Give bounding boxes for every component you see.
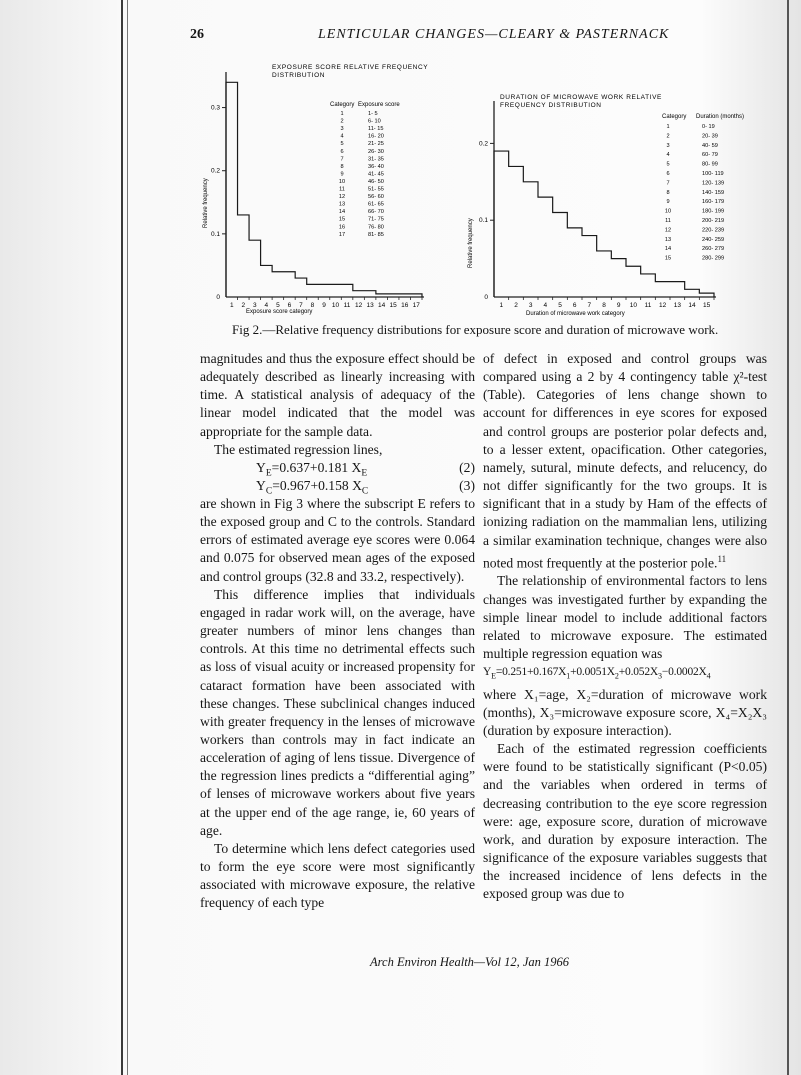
left-legend-range: 51- 55: [368, 186, 384, 193]
left-bar: [318, 284, 330, 297]
left-ytick-label: 0.1: [210, 230, 220, 238]
figure-2: [196, 58, 786, 322]
right-legend-range: 280- 299: [702, 255, 725, 262]
right-legend-category: 3: [666, 142, 670, 149]
equation-2-expression: $Y_E=0.637+0.181$ $X_E$: [256, 459, 368, 479]
right-chart-xlabel: Duration of microwave work category: [526, 311, 625, 317]
left-paragraph-2-rest: are shown in Fig 3 where the subscript E refers to the exposed group and C to the controls. Standard errors of estimated average eye scores were 0.064 and 0.075 for observed mean ages of the exposed and control groups (32.8 and 33.2, respectively).: [200, 495, 475, 584]
right-legend-category: 6: [666, 171, 670, 177]
left-legend-range: 36- 40: [368, 163, 384, 170]
left-bar: [364, 291, 376, 297]
right-bar: [597, 251, 612, 297]
duration-chart: [468, 94, 744, 317]
left-bar: [272, 272, 284, 297]
left-xtick-label: 9: [322, 302, 326, 309]
right-legend-range: 200- 219: [702, 218, 725, 224]
left-legend-category: 12: [338, 194, 346, 201]
right-paragraph-2-intro: The relationship of environmental factors to lens changes was investigated further by expanding the simple linear model to include additional factors related to microwave exposure. The estimated multiple regression equation was: [483, 573, 767, 662]
left-legend-range: 11- 15: [368, 126, 384, 133]
right-xtick-label: 5: [558, 302, 562, 309]
right-xtick-label: 4: [543, 302, 548, 309]
right-legend-range: 220- 239: [702, 227, 725, 234]
left-xtick-label: 17: [412, 302, 420, 309]
right-xtick-label: 6: [572, 302, 577, 309]
right-bar: [641, 274, 656, 297]
left-legend-category: 10: [338, 178, 346, 185]
left-legend-category: 13: [338, 201, 346, 208]
left-legend-category: 2: [340, 118, 344, 125]
left-xtick-label: 7: [299, 302, 303, 309]
right-legend-range: 160- 179: [702, 199, 725, 206]
left-bar: [284, 272, 296, 297]
left-xtick-label: 3: [253, 302, 257, 309]
left-legend-range: 46- 50: [368, 178, 384, 185]
right-xtick-label: 13: [673, 302, 681, 309]
left-legend-category: 5: [340, 141, 344, 148]
left-legend-range: 6- 10: [368, 118, 381, 125]
right-xtick-label: 7: [587, 302, 592, 309]
equation-3-expression: $Y_C=0.967+0.158$ $X_C$: [256, 477, 369, 497]
right-legend-category: 4: [666, 152, 670, 159]
reference-superscript: 11: [717, 553, 727, 564]
exposure-score-chart: [203, 64, 428, 315]
right-legend-range: 140- 159: [702, 189, 725, 196]
right-bar: [567, 228, 582, 297]
left-legend-range: 41- 45: [368, 171, 384, 178]
left-legend-range: 1- 5: [368, 111, 378, 117]
right-legend-range: 60- 79: [702, 152, 718, 159]
left-chart-bars: [226, 82, 422, 297]
left-legend-range: 81- 85: [368, 231, 384, 238]
right-ytick-label: 0: [484, 294, 488, 301]
left-xtick-label: 6: [287, 302, 292, 309]
right-text-column: [483, 350, 767, 904]
left-chart-legend: [339, 111, 384, 238]
right-xtick-label: 15: [703, 302, 711, 309]
right-xtick-label: 9: [616, 302, 621, 309]
left-legend-range: 66- 70: [368, 209, 384, 216]
right-legend-category: 8: [666, 189, 670, 196]
right-legend-category: 2: [666, 133, 670, 140]
figure-caption: Fig 2.—Relative frequency distributions for exposure score and duration of microwave work.: [232, 322, 719, 337]
right-ytick-label: 0.2: [478, 140, 488, 148]
right-bar: [626, 266, 641, 297]
right-paragraph-3: Each of the estimated regression coefficients were found to be statistically significant (P<0.05) and the variables when ordered in terms of decreasing contribution to the eye score regression were: age, exposure score, duration of microwave work, and duration by exposure interaction. The significance of the exposure variables suggests that the increased incidence of lens defects in the exposed group was due to: [483, 741, 767, 902]
equation-3-number: (3): [459, 477, 475, 493]
left-paragraph-1: magnitudes and thus the exposure effect should be adequately described as linearly increasing with time. A statistical analysis of adequacy of the linear model indicated that the model was appropriate for the sample data.: [200, 351, 475, 439]
left-xtick-label: 16: [401, 302, 409, 309]
left-legend-range: 16- 20: [368, 133, 384, 140]
left-chart-title-line2: DISTRIBUTION: [272, 72, 326, 79]
right-legend-category: 13: [664, 236, 672, 243]
left-legend-range: 31- 35: [368, 156, 384, 163]
right-legend-category: 9: [666, 199, 670, 206]
left-border-rule: [121, 0, 123, 1075]
right-legend-category: 7: [666, 180, 670, 187]
right-legend-category: 11: [665, 218, 671, 224]
right-bar: [582, 236, 597, 297]
left-legend-category: 17: [338, 231, 346, 238]
right-legend-range: 180- 199: [702, 208, 725, 215]
left-legend-range: 26- 30: [368, 148, 384, 155]
left-xtick-label: 1: [229, 302, 234, 309]
left-border-rule-inner: [127, 0, 128, 1075]
left-legend-range: 21- 25: [368, 141, 384, 148]
left-chart-xlabel: Exposure score category: [246, 309, 313, 315]
right-bar: [670, 282, 685, 297]
right-legend-range: 0- 19: [702, 124, 715, 130]
right-xtick-label: 11: [644, 302, 652, 309]
left-legend-category: 16: [338, 224, 346, 231]
left-legend-range: 71- 75: [368, 216, 384, 223]
right-xtick-label: 3: [528, 302, 533, 309]
left-bar: [261, 265, 273, 297]
right-legend-range: 260- 279: [702, 246, 725, 253]
left-legend-category: 9: [340, 171, 344, 178]
right-bar: [553, 213, 568, 297]
right-chart-ylabel: Relative frequency: [468, 218, 474, 268]
left-xtick-label: 14: [378, 302, 386, 309]
left-bar: [341, 284, 353, 297]
left-paragraph-2-intro: The estimated regression lines,: [214, 441, 383, 457]
right-legend-category: 5: [666, 161, 670, 168]
left-paragraph-3: This difference implies that individuals engaged in radar work will, on the average, have greater numbers of minor lens changes than controls. At this time no detrimental effects such as loss of visual acuity or increased propensity for cataract formation have been associated with these changes. These subclinical changes induced with greater frequency in the lenses of microwave workers than controls may in fact indicate an acceleration of aging of lens tissue. Divergence of the regression lines predicts a “differential aging” of lenses of microwave workers about five years at the upper end of the age range, ie, 60 years of age.: [200, 586, 475, 838]
left-legend-category: 15: [338, 216, 346, 223]
right-chart-axes: [494, 101, 716, 297]
left-legend-header-category: Category: [330, 102, 355, 108]
left-chart-title-line1: EXPOSURE SCORE RELATIVE FREQUENCY: [272, 64, 429, 71]
equation-2: [200, 459, 475, 477]
right-bar: [494, 151, 509, 297]
right-bar: [611, 259, 626, 297]
left-bar: [307, 284, 319, 297]
left-bar: [295, 278, 307, 297]
right-chart-legend: [665, 124, 724, 262]
left-bar: [353, 291, 365, 297]
left-legend-range: 56- 60: [368, 194, 384, 201]
left-text-column: [200, 350, 475, 913]
right-chart-title-line1: DURATION OF MICROWAVE WORK RELATIVE: [500, 94, 662, 101]
right-legend-category: 14: [664, 246, 672, 253]
right-legend-header-value: Duration (months): [696, 114, 745, 120]
right-xtick-label: 10: [629, 302, 637, 309]
page-header: [190, 27, 790, 47]
equation-2-number: (2): [459, 459, 475, 475]
right-chart-bars: [494, 151, 714, 297]
right-xtick-label: 14: [688, 302, 696, 309]
left-xtick-label: 13: [366, 302, 374, 309]
left-xtick-label: 5: [276, 302, 280, 309]
multiple-regression-equation: $Y_E=0.251+0.167X_1+0.0051X_2+0.052X_3-0.0002X_4$: [483, 666, 711, 681]
figure-2-charts: [196, 58, 786, 322]
right-xtick-label: 8: [602, 302, 606, 309]
right-legend-header-category: Category: [662, 114, 687, 120]
left-ytick-label: 0.2: [210, 167, 220, 175]
equation-3: [200, 477, 475, 495]
right-xtick-label: 2: [514, 302, 518, 309]
right-bar: [538, 197, 553, 297]
left-legend-category: 1: [340, 111, 344, 117]
right-bar: [685, 289, 700, 297]
right-paragraph-1-text: of defect in exposed and control groups was compared using a 2 by 4 contingency table χ²-test (Table). Categories of lens change shown to account for differences in eye scores for exposed and control groups are posterior polar defects and, to a lesser extent, opacification. Other categories, namely, sutural, minute defects, and relucency, do not differ significantly for the two groups. It is significant that in a study by Ham of the effects of ionizing radiation on the mammalian lens, utilizing a similar examination technique, changes were also noted most frequently at the posterior pole.: [483, 351, 767, 571]
left-ytick-label: 0.3: [210, 104, 220, 112]
running-title: LENTICULAR CHANGES—CLEARY & PASTERNACK: [318, 27, 670, 42]
left-xtick-label: 8: [310, 302, 315, 309]
left-xtick-label: 11: [343, 302, 351, 309]
right-bar-outline: [494, 151, 714, 297]
left-chart-ylabel: Relative frequency: [203, 178, 209, 228]
left-bar: [226, 82, 238, 297]
right-xtick-label: 1: [499, 302, 504, 309]
right-bar: [655, 282, 670, 297]
left-legend-range: 61- 65: [368, 201, 384, 208]
right-legend-range: 100- 119: [702, 171, 724, 177]
right-bar: [523, 182, 538, 297]
left-legend-category: 7: [340, 156, 344, 163]
left-xtick-label: 2: [241, 302, 246, 309]
left-chart-ticks: [211, 105, 422, 309]
right-legend-range: 80- 99: [702, 161, 718, 168]
left-legend-category: 6: [340, 148, 344, 155]
left-legend-category: 4: [340, 133, 344, 140]
right-legend-category: 10: [664, 208, 672, 215]
left-legend-header-value: Exposure score: [358, 102, 400, 108]
right-legend-range: 120- 139: [702, 180, 725, 187]
left-ytick-label: 0: [216, 294, 220, 301]
right-xtick-label: 12: [659, 302, 667, 309]
left-xtick-label: 4: [264, 302, 269, 309]
left-legend-category: 8: [340, 163, 344, 170]
right-border-rule: [787, 0, 789, 1075]
right-legend-category: 1: [666, 124, 670, 130]
right-legend-range: 40- 59: [702, 142, 718, 149]
right-legend-range: 240- 259: [702, 236, 725, 243]
left-xtick-label: 10: [331, 302, 340, 309]
right-paragraph-2-rest: where X₁=age, X₂=duration of microwave work (months), X₃=microwave exposure score, X₄=X₂X₃ (duration by exposure interaction).: [483, 686, 767, 738]
right-paragraph-1: [483, 350, 767, 572]
left-paragraph-4: To determine which lens defect categories used to form the eye score were most significantly associated with microwave exposure, the relative frequency of each type: [200, 840, 475, 911]
left-bar: [330, 284, 342, 297]
right-chart-ticks: [479, 140, 714, 309]
left-bar-outline: [226, 82, 422, 297]
right-legend-category: 15: [664, 255, 672, 262]
left-xtick-label: 15: [389, 302, 397, 309]
right-legend-range: 20- 39: [702, 133, 718, 140]
page-number: 26: [190, 27, 204, 42]
left-legend-category: 3: [340, 126, 344, 133]
right-chart-title-line2: FREQUENCY DISTRIBUTION: [500, 102, 602, 109]
right-legend-category: 12: [664, 227, 672, 234]
left-legend-category: 11: [339, 186, 345, 193]
left-legend-category: 14: [338, 209, 346, 216]
left-xtick-label: 12: [354, 302, 363, 309]
left-bar: [249, 240, 261, 297]
left-bar: [238, 215, 250, 297]
left-legend-range: 76- 80: [368, 224, 384, 231]
right-ytick-label: 0.1: [478, 217, 488, 225]
journal-citation-footer: Arch Environ Health—Vol 12, Jan 1966: [370, 955, 570, 969]
right-bar: [509, 166, 524, 297]
